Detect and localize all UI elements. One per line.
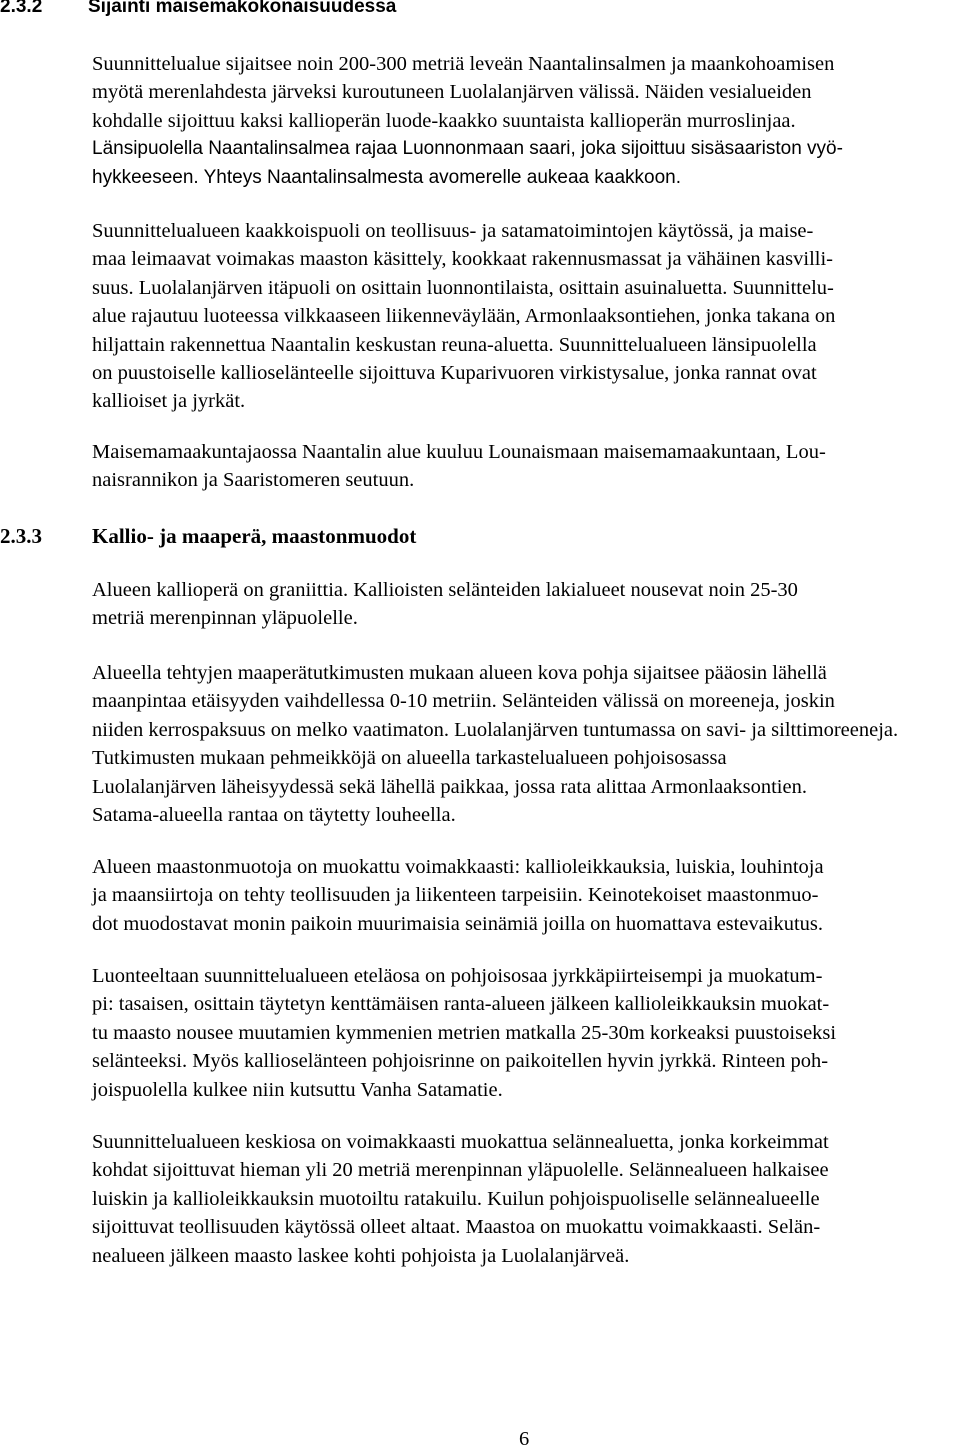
section-heading-2-3-3 — [0, 524, 416, 549]
text-line: Suunnittelualueen kaakkoispuoli on teollisuus- ja satamatoimintojen käytössä, ja maise- — [92, 220, 814, 242]
text-line: Alueen maastonmuotoja on muokattu voimakkaasti: kallioleikkauksia, luiskia, louhintoja — [92, 856, 824, 878]
text-line: pi: tasaisen, osittain täytetyn kenttämäisen ranta-alueen jälkeen kallioleikkauksin muokat- — [92, 993, 830, 1016]
text-line: kohdat sijoittuvat hieman yli 20 metriä merenpinnan yläpuolelle. Selännealueen halkaisee — [92, 1159, 829, 1182]
text-line: hiljattain rakennettua Naantalin keskustan reuna-aluetta. Suunnittelualueen länsipuolella — [92, 333, 817, 356]
text-line: niiden kerrospaksuus on melko vaatimaton. Luolalanjärven tuntumassa on savi- ja silttimoreeneja. Tutkimusten mukaan pehmeikköjä on alueella tarkastelualueen pohjoisosassa — [92, 718, 899, 770]
text-line: Maisemamaakuntajaossa Naantalin alue kuuluu Lounaismaan maisemamaakuntaan, Lou- — [92, 441, 826, 463]
text-line: suus. Luolalanjärven itäpuoli on osittain luonnontilaista, osittain asuinaluetta. Suunnittelu- — [92, 276, 834, 299]
text-line: naisrannikon ja Saaristomeren seutuun. — [92, 469, 415, 492]
text-line: Suunnittelualueen keskiosa on voimakkaasti muokattua selännealuetta, jonka korkeimmat — [92, 1131, 829, 1153]
text-line: joispuolella kulkee niin kutsuttu Vanha Satamatie. — [92, 1078, 503, 1101]
text-line: Alueen kallioperä on graniittia. Kallioisten selänteiden lakialueet nousevat noin 25-30 — [92, 579, 798, 601]
text-line: Suunnittelualue sijaitsee noin 200-300 metriä leveän Naantalinsalmen ja maankohoamisen — [92, 53, 835, 75]
text-line: metriä merenpinnan yläpuolelle. — [92, 607, 358, 630]
paragraph-location-3 — [92, 438, 958, 495]
section-title: Sijainti maisemakokonaisuudessa — [88, 0, 397, 17]
text-line: Alueella tehtyjen maaperätutkimusten mukaan alueen kova pohja sijaitsee pääosin lähellä — [92, 662, 827, 684]
text-line: dot muodostavat monin paikoin muurimaisia seinämiä joilla on huomattava estevaikutus. — [92, 912, 824, 935]
text-line: luiskin ja kallioleikkauksin muotoiltu ratakuilu. Kuilun pohjoispuoliselle selännealueelle — [92, 1187, 820, 1210]
text-line: Luonteeltaan suunnittelualueen eteläosa on pohjoisosaa jyrkkäpiirteisempi ja muokatum- — [92, 965, 823, 987]
text-line: maanpintaa etäisyyden vaihdellessa 0-10 metriin. Selänteiden välissä on moreeneja, joskin — [92, 690, 835, 713]
paragraph-soil-3 — [92, 853, 958, 938]
text-line: nealueen jälkeen maasto laskee kohti pohjoista ja Luolalanjärveä. — [92, 1244, 630, 1267]
text-line: hykkeeseen. Yhteys Naantalinsalmesta avomerelle aukeaa kaakkoon. — [92, 166, 681, 188]
text-line: kallioiset ja jyrkät. — [92, 390, 246, 413]
paragraph-soil-1 — [92, 576, 958, 633]
paragraph-soil-4 — [92, 962, 958, 1104]
page-number: 6 — [519, 1428, 530, 1450]
section-number: 2.3.2 — [0, 0, 43, 17]
text-line: tu maasto nousee muutamien kymmenien metrien matkalla 25-30m korkeaksi puustoiseksi — [92, 1021, 837, 1044]
section-title: Kallio- ja maaperä, maastonmuodot — [92, 524, 417, 548]
text-line: maa leimaavat voimakas maaston käsittely, kookkaat rakennusmassat ja vähäinen kasvilli- — [92, 248, 833, 271]
text-line: sijoittuvat teollisuuden käytössä olleet altaat. Maastoa on muokattu voimakkaasti. Selän- — [92, 1216, 821, 1239]
section-heading-2-3-2 — [0, 0, 396, 18]
text-line: kohdalle sijoittuu kaksi kallioperän luode-kaakko suuntaista kallioperän murroslinjaa. — [92, 109, 796, 132]
paragraph-soil-2 — [92, 659, 958, 829]
paragraph-soil-5 — [92, 1128, 958, 1270]
text-line: Luolalanjärven läheisyydessä sekä lähellä paikkaa, jossa rata alittaa Armonlaaksontien. — [92, 775, 807, 798]
text-line: selänteeksi. Myös kallioselänteen pohjoisrinne on paikoitellen hyvin jyrkkä. Rinteen poh- — [92, 1050, 829, 1073]
text-line: Satama-alueella rantaa on täytetty louheella. — [92, 804, 456, 827]
text-line: ja maansiirtoja on tehty teollisuuden ja liikenteen tarpeisiin. Keinotekoiset maastonmuo- — [92, 884, 819, 907]
text-line: Länsipuolella Naantalinsalmea rajaa Luonnonmaan saari, joka sijoittuu sisäsaariston vyö- — [92, 138, 843, 160]
paragraph-location-2 — [92, 217, 958, 416]
text-line: myötä merenlahdesta järveksi kuroutuneen Luolalanjärven välissä. Näiden vesialueiden — [92, 81, 812, 104]
section-number: 2.3.3 — [0, 524, 42, 548]
paragraph-location-1 — [92, 50, 958, 192]
text-line: alue rajautuu luoteessa vilkkaaseen liikenneväylään, Armonlaaksontiehen, jonka takana on — [92, 305, 836, 328]
text-line: on puustoiselle kallioselänteelle sijoittuva Kuparivuoren virkistysalue, jonka rannat ovat — [92, 362, 817, 385]
